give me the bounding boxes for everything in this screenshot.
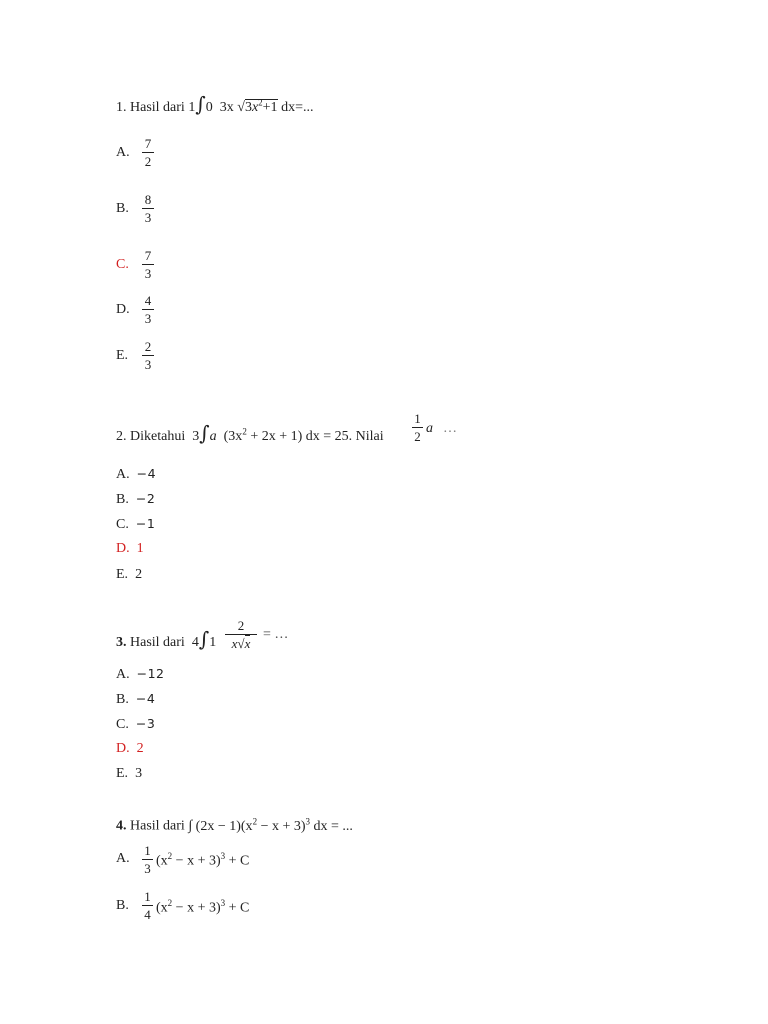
q2-lower-limit: a [209, 429, 217, 444]
q3-prefix: Hasil dari [130, 635, 185, 650]
q3-option-d[interactable]: D. 2 [116, 741, 144, 756]
q1-option-a-fraction: 7 2 [142, 136, 154, 169]
q1-option-e[interactable]: E. [116, 348, 129, 363]
q3-number: 3. [116, 635, 127, 650]
q3-lower-limit: 1 [209, 635, 217, 650]
q1-option-d-fraction: 4 3 [142, 293, 154, 326]
q1-prefix: Hasil dari [130, 100, 185, 115]
q4-option-a[interactable]: A. [116, 851, 130, 866]
q1-option-d[interactable]: D. [116, 302, 130, 317]
question-1 [116, 92, 313, 116]
integral-icon: ∫ [188, 818, 193, 834]
q3-option-c[interactable]: C. −3 [116, 716, 156, 732]
q2-option-d[interactable]: D. 1 [116, 541, 144, 556]
q1-upper-limit: 1 [188, 100, 196, 115]
q4-integrand: $(2x - 1)(x^2 - x + 3)^3$ dx = ... [195, 816, 353, 834]
sqrt-icon: √ [237, 636, 245, 651]
q2-option-b[interactable]: B. −2 [116, 491, 156, 507]
integral-icon: ∫ [195, 92, 206, 116]
q3-option-a[interactable]: A. −12 [116, 666, 165, 682]
q2-half-variable: a [426, 421, 433, 436]
q3-option-e[interactable]: E. 3 [116, 766, 143, 781]
integral-icon: ∫ [199, 421, 210, 445]
q4-option-b-fraction: 1 4 [142, 889, 153, 922]
q3-suffix: = … [263, 627, 289, 642]
q1-radicand: $3x^2+1$ [244, 97, 278, 115]
q1-option-b-fraction: 8 3 [142, 192, 154, 225]
q4-option-b[interactable]: B. [116, 898, 129, 913]
q2-integrand: $(3x^2 + 2x + 1)$ dx = 25. Nilai [223, 426, 384, 444]
q1-coefficient: 3x [219, 100, 234, 115]
q1-option-c-fraction: 7 3 [142, 248, 154, 281]
question-4 [116, 816, 353, 835]
q3-fraction: 2 x√x [225, 618, 257, 651]
q4-number: 4. [116, 818, 127, 834]
q1-option-a[interactable]: A. [116, 145, 130, 160]
question-2 [116, 421, 384, 445]
integral-icon: ∫ [198, 627, 210, 651]
q4-option-b-expression: $(x^2 - x + 3)^3 + C$ [156, 898, 250, 916]
q2-option-c[interactable]: C. −1 [116, 516, 156, 532]
q4-option-a-fraction: 1 3 [142, 843, 153, 876]
q4-prefix: Hasil dari [130, 818, 185, 834]
q2-upper-limit: 3 [192, 429, 200, 444]
q3-upper-limit: 4 [191, 635, 199, 650]
q1-lower-limit: 0 [205, 100, 213, 115]
q2-number: 2. [116, 429, 127, 444]
q2-option-a[interactable]: A. −4 [116, 466, 157, 482]
q1-number: 1. [116, 100, 127, 115]
q1-option-e-fraction: 2 3 [142, 339, 154, 372]
sqrt-icon: √ [237, 100, 245, 115]
q2-option-e[interactable]: E. 2 [116, 567, 143, 582]
q2-prefix: Diketahui [130, 429, 186, 444]
q3-option-b[interactable]: B. −4 [116, 691, 156, 707]
q1-option-c[interactable]: C. [116, 257, 129, 272]
q4-option-a-expression: $(x^2 - x + 3)^3 + C$ [156, 851, 250, 869]
question-3 [116, 627, 216, 651]
q2-half-fraction: 1 2 [412, 411, 423, 444]
q2-suffix: … [443, 421, 457, 436]
q1-option-b[interactable]: B. [116, 201, 129, 216]
q1-suffix: dx=... [281, 100, 314, 115]
